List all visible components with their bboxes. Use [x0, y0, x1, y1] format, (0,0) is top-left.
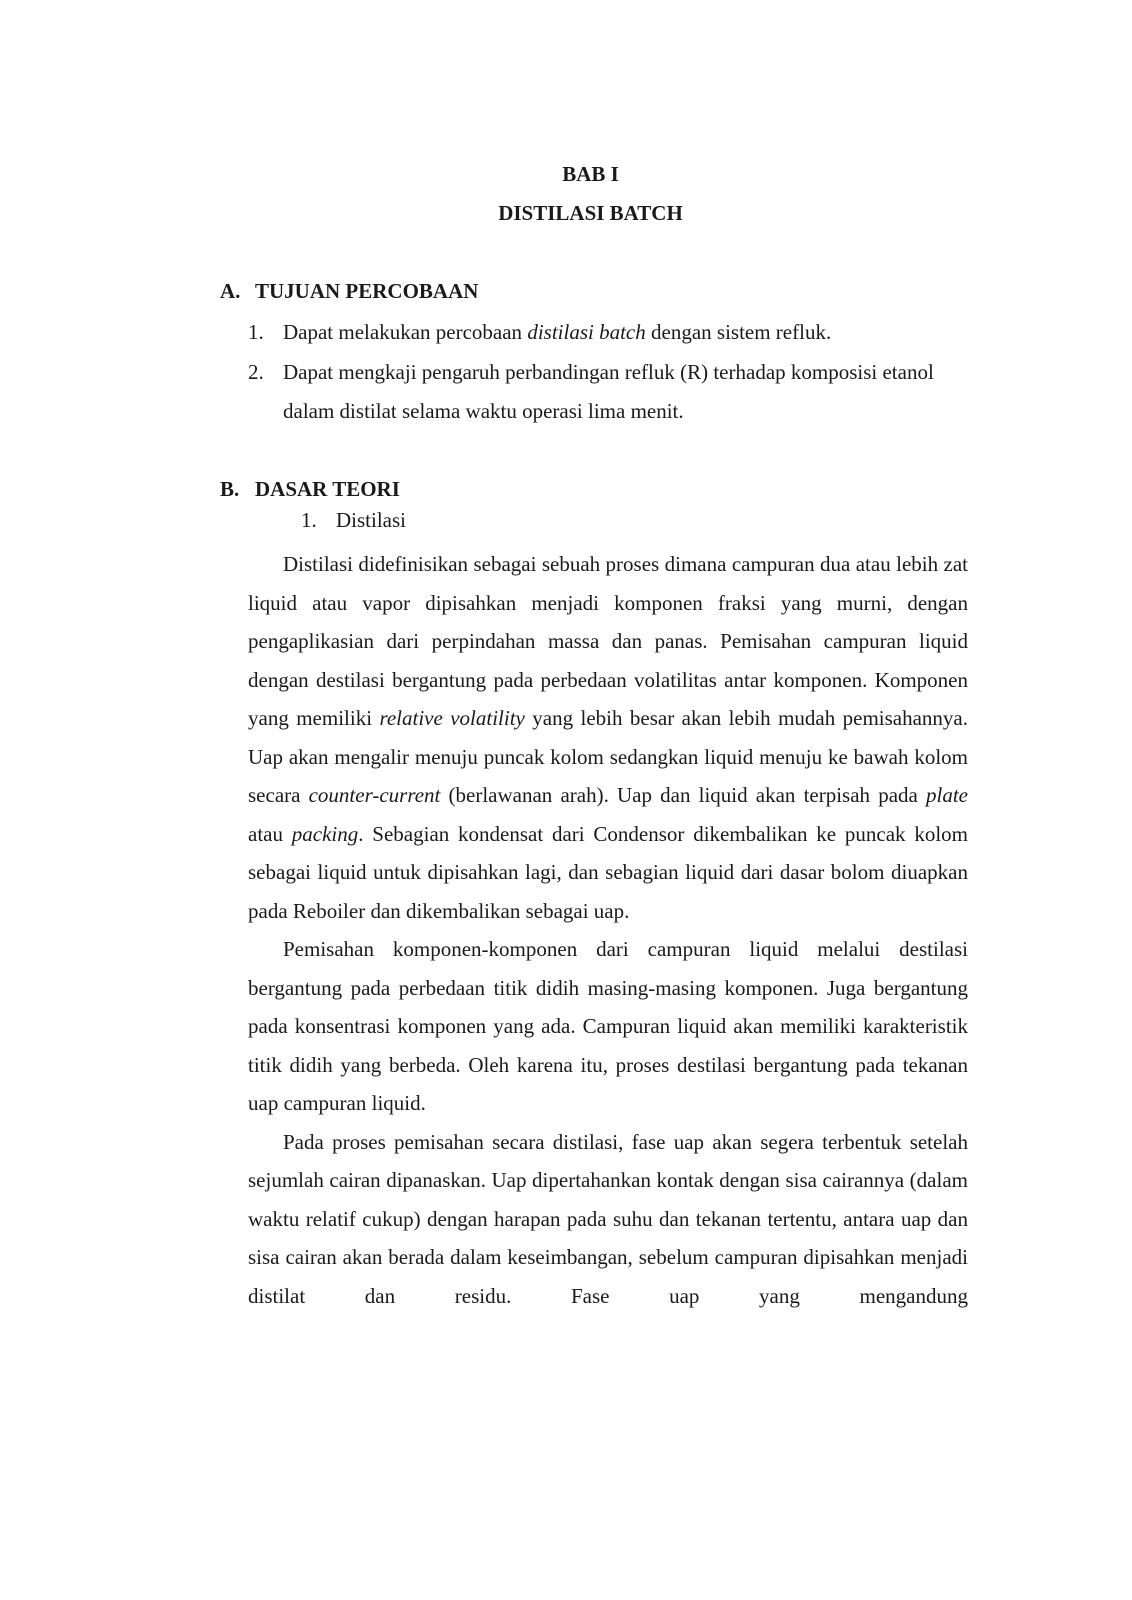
list-item — [248, 353, 948, 432]
section-a-heading — [220, 279, 478, 304]
section-b-title: DASAR TEORI — [255, 477, 400, 501]
chapter-label: BAB I — [562, 162, 619, 186]
section-a-letter: A. — [220, 279, 241, 303]
italic-term: distilasi batch — [527, 320, 646, 344]
italic-term: plate — [926, 783, 968, 807]
paragraph: Pada proses pemisahan secara distilasi, fase uap akan segera terbentuk setelah sejumlah cairan dipanaskan. Uap dipertahankan kontak dengan sisa cairannya (dalam waktu relatif cukup) dengan harapan pada suhu dan tekanan tertentu, antara uap dan sisa cairan akan berada dalam keseimbangan, sebelum campuran dipisahkan menjadi distilat dan residu. Fase uap yang mengandung — [248, 1129, 968, 1308]
italic-term: packing — [291, 821, 359, 846]
list-item — [248, 313, 948, 353]
subsection-number: 1. — [301, 508, 317, 532]
list-item-text: Dapat melakukan percobaan distilasi batch dengan sistem refluk. — [283, 320, 832, 344]
chapter-title: DISTILASI BATCH — [498, 201, 683, 225]
section-b-letter: B. — [220, 477, 240, 501]
goals-list — [248, 313, 948, 432]
italic-term: relative volatility — [379, 706, 525, 730]
subsection-title: Distilasi — [336, 508, 407, 532]
section-b-heading — [220, 477, 400, 502]
paragraph: Distilasi didefinisikan sebagai sebuah proses dimana campuran dua atau lebih zat liquid atau vapor dipisahkan menjadi komponen fraksi yang murni, dengan pengaplikasian dari perpindahan massa dan panas. Pemisahan campuran liquid dengan destilasi bergantung pada perbedaan volatilitas antar komponen. Komponen yang memiliki relative volatility yang lebih besar akan lebih mudah pemisahannya. Uap akan mengalir menuju puncak kolom sedangkan liquid menuju ke bawah kolom secara counter-current (berlawanan arah). Uap dan liquid akan terpisah pada plate atau packing. Sebagian kondensat dari Condensor dikembalikan ke puncak kolom sebagai liquid untuk dipisahkan lagi, dan sebagian liquid dari dasar bolom diuapkan pada Reboiler dan dikembalikan sebagai uap. — [248, 552, 969, 923]
italic-term: counter-current — [308, 783, 441, 807]
list-item-text: Dapat mengkaji pengaruh perbandingan refluk (R) terhadap komposisi etanol dalam distilat selama waktu operasi lima menit. — [283, 359, 934, 423]
list-item-number: 2. — [248, 359, 264, 384]
body-text — [248, 545, 968, 1315]
section-a-title: TUJUAN PERCOBAAN — [255, 279, 479, 303]
subsection-heading — [301, 508, 406, 533]
paragraph: Pemisahan komponen-komponen dari campuran liquid melalui destilasi bergantung pada perbedaan titik didih masing-masing komponen. Juga bergantung pada konsentrasi komponen yang ada. Campuran liquid akan memiliki karakteristik titik didih yang berbeda. Oleh karena itu, proses destilasi bergantung pada tekanan uap campuran liquid. — [248, 937, 968, 1115]
list-item-number: 1. — [248, 320, 264, 344]
